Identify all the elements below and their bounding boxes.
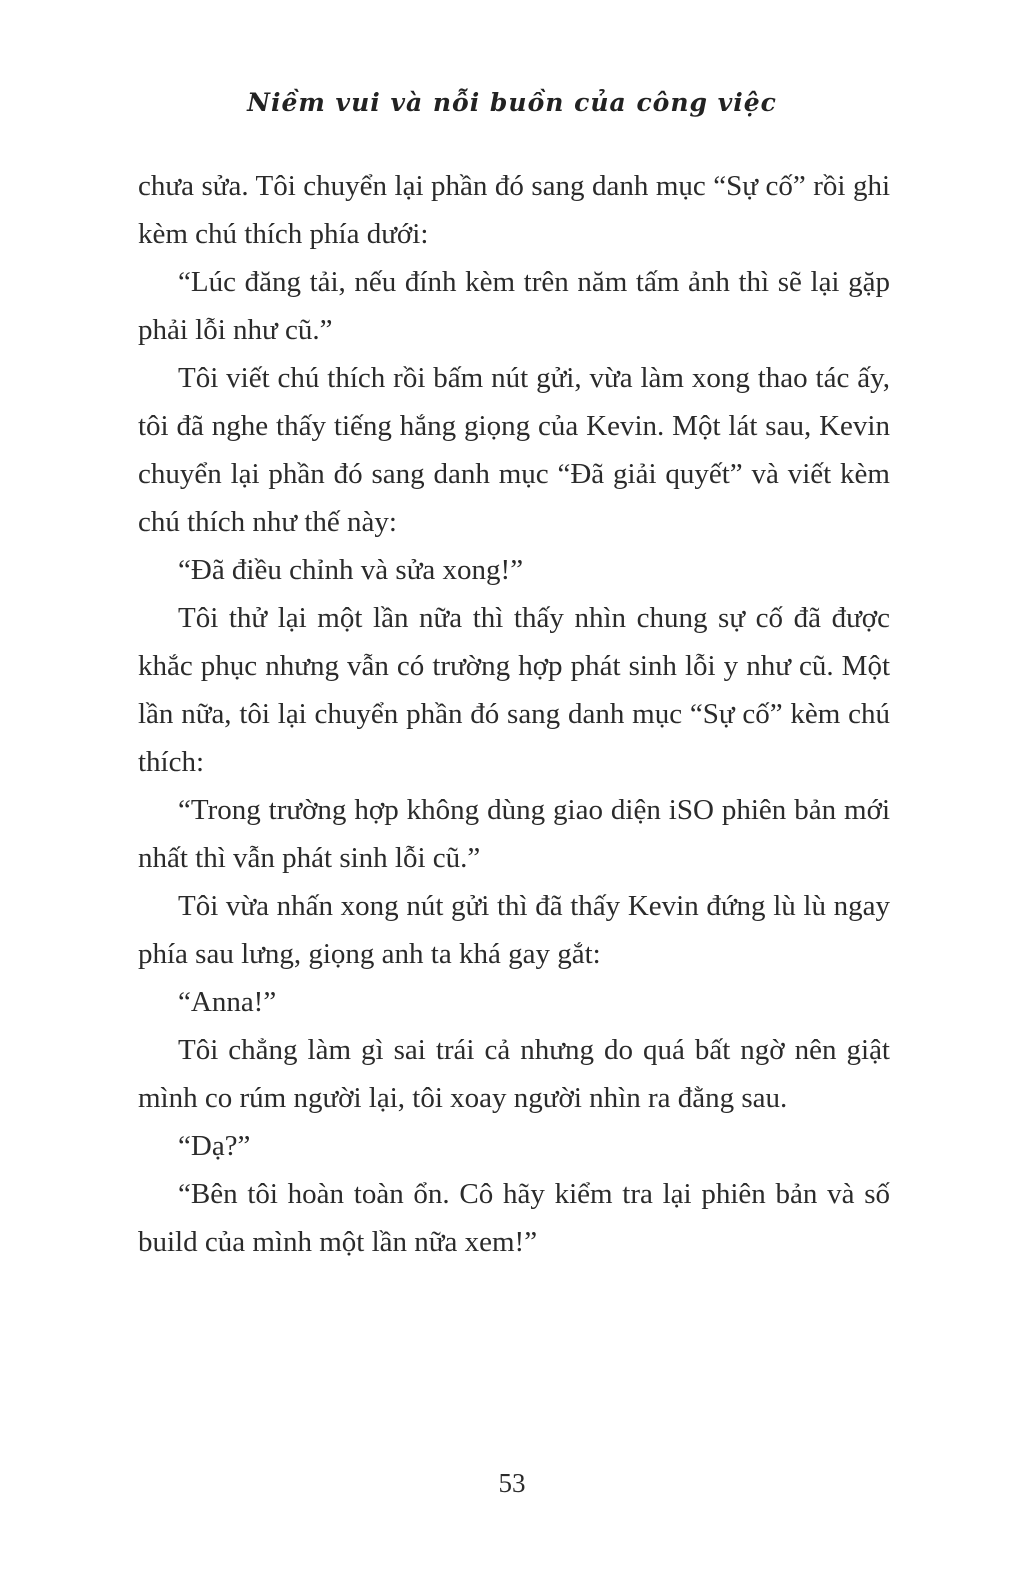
paragraph: Tôi vừa nhấn xong nút gửi thì đã thấy Kevin đứng lù lù ngay phía sau lưng, giọng anh ta khá gay gắt: bbox=[138, 890, 890, 970]
paragraph: “Đã điều chỉnh và sửa xong!” bbox=[178, 554, 524, 586]
paragraph: “Bên tôi hoàn toàn ổn. Cô hãy kiểm tra lại phiên bản và số build của mình một lần nữa xem!” bbox=[138, 1178, 890, 1258]
paragraph: “Anna!” bbox=[178, 986, 277, 1018]
paragraph: Tôi chẳng làm gì sai trái cả nhưng do quá bất ngờ nên giật mình co rúm người lại, tôi xoay người nhìn ra đằng sau. bbox=[138, 1034, 890, 1114]
paragraph: Tôi thử lại một lần nữa thì thấy nhìn chung sự cố đã được khắc phục nhưng vẫn có trường hợp phát sinh lỗi y như cũ. Một lần nữa, tôi lại chuyển phần đó sang danh mục “Sự cố” kèm chú thích: bbox=[138, 602, 890, 778]
paragraph: “Dạ?” bbox=[178, 1130, 251, 1162]
paragraph: “Lúc đăng tải, nếu đính kèm trên năm tấm ảnh thì sẽ lại gặp phải lỗi như cũ.” bbox=[138, 266, 890, 346]
paragraph: Tôi viết chú thích rồi bấm nút gửi, vừa làm xong thao tác ấy, tôi đã nghe thấy tiếng hắng giọng của Kevin. Một lát sau, Kevin chuyển lại phần đó sang danh mục “Đã giải quyết” và viết kèm chú thích như thế này: bbox=[138, 362, 890, 538]
page-number: 53 bbox=[498, 1468, 526, 1498]
paragraph: chưa sửa. Tôi chuyển lại phần đó sang danh mục “Sự cố” rồi ghi kèm chú thích phía dưới: bbox=[138, 170, 890, 250]
page-body bbox=[138, 162, 890, 1266]
running-header: Niềm vui và nỗi buồn của công việc bbox=[247, 88, 777, 117]
paragraph: “Trong trường hợp không dùng giao diện iSO phiên bản mới nhất thì vẫn phát sinh lỗi cũ.” bbox=[138, 794, 890, 874]
